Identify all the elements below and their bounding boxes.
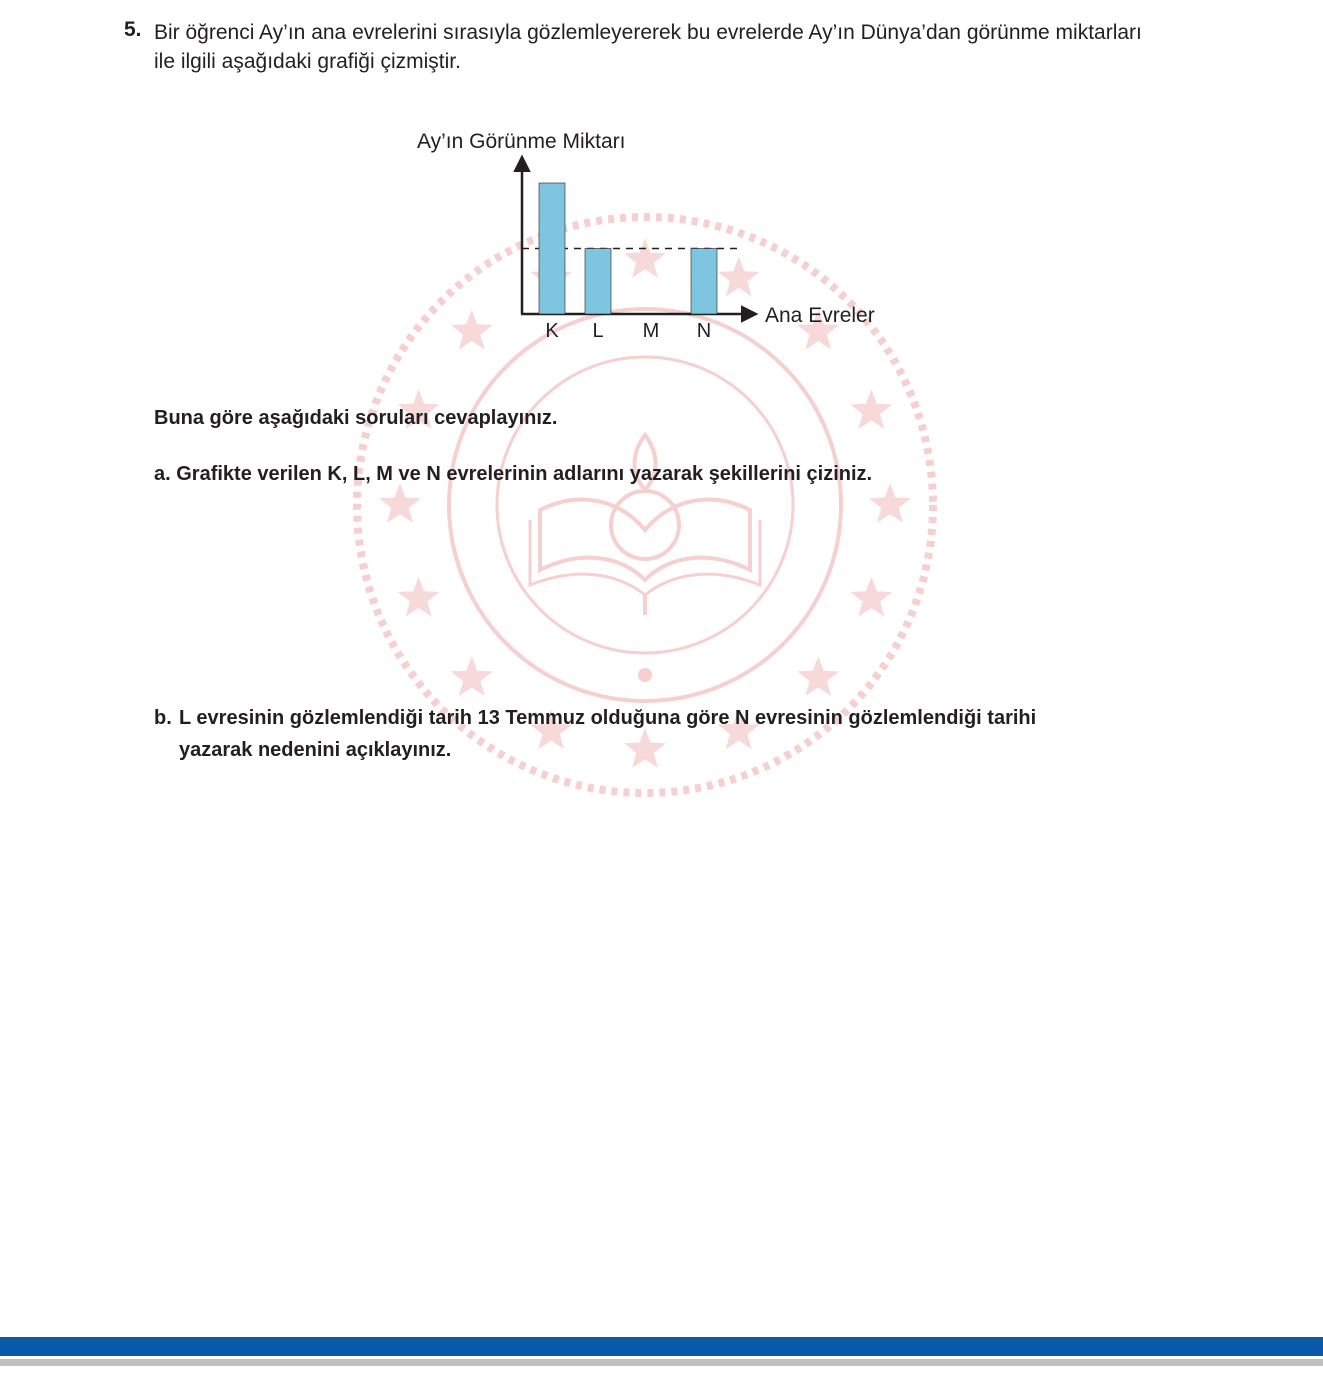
footer-blue-band [0, 1337, 1323, 1356]
question-b-label: b. [154, 707, 172, 729]
instruction-text: Buna göre aşağıdaki soruları cevaplayınız. [154, 407, 558, 429]
watermark-star-icon [850, 577, 892, 617]
x-axis-label: Ana Evreler [765, 304, 875, 327]
watermark-star-icon [451, 656, 493, 696]
bar-L [585, 249, 611, 315]
question-b [154, 702, 1184, 766]
y-axis-label: Ay’ın Görünme Miktarı [417, 130, 626, 153]
bar-K [539, 183, 565, 314]
watermark-star-icon [869, 483, 911, 523]
watermark-star-icon [398, 577, 440, 617]
x-tick-label-L: L [592, 320, 604, 342]
x-tick-label-M: M [642, 320, 660, 342]
question-text-line-2: ile ilgili aşağıdaki grafiği çizmiştir. [154, 50, 461, 73]
question-text-line-1: Bir öğrenci Ay’ın ana evrelerini sırasıyla gözlemleyererek bu evrelerde Ay’ın Dünya’dan görünme miktarları [154, 21, 1142, 44]
watermark-star-icon [797, 656, 839, 696]
question-b-line-2: yazarak nedenini açıklayınız. [179, 739, 452, 761]
x-tick-label-N: N [696, 320, 712, 342]
question-b-line-1: L evresinin gözlemlendiği tarih 13 Temmuz olduğuna göre N evresinin gözlemlendiği tarihi [179, 707, 1037, 729]
question-number: 5. [124, 18, 142, 41]
footer-gray-band [0, 1359, 1323, 1366]
bar-N [691, 249, 717, 315]
x-tick-label-K: K [545, 320, 559, 342]
moon-visibility-bar-chart [400, 120, 900, 345]
question-text [154, 18, 1264, 76]
question-a: a. Grafikte verilen K, L, M ve N evrelerinin adlarını yazarak şekillerini çiziniz. [154, 463, 873, 485]
watermark-star-icon [850, 389, 892, 429]
